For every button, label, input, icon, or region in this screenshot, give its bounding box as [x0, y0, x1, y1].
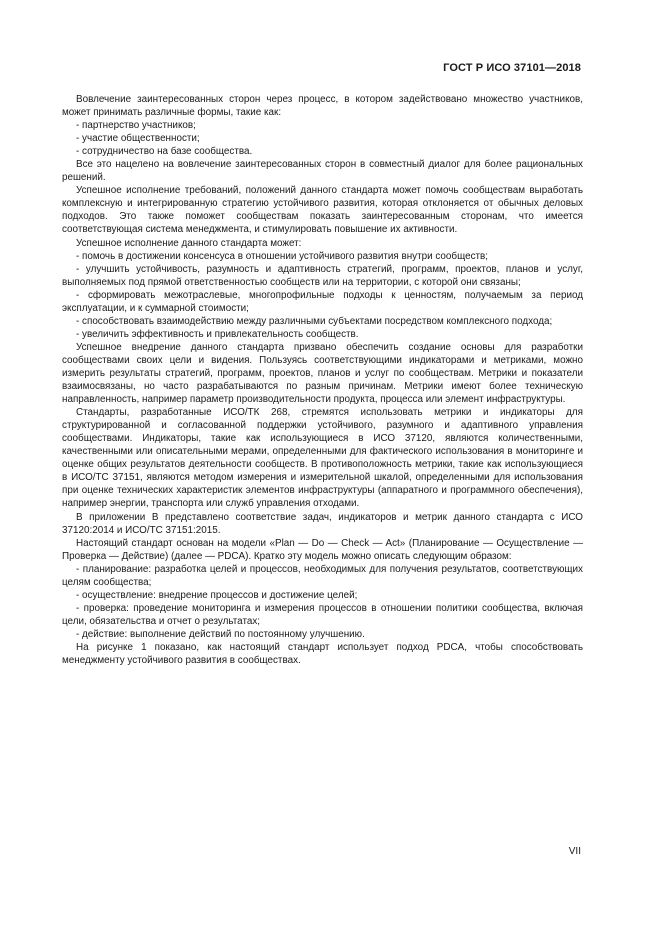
paragraph-implementation: Успешное внедрение данного стандарта призвано обеспечить создание основы для разработки сообществами своих цели и видения. Пользуясь соответствующими индикаторами и метриками, можно измерить результаты стратегий, программ, проектов, планов и услуг по сообществам. Метрики и показатели взаимосвязаны, но часто разрабатываются по разным причинам. Метрики имеют более техническую направленность, например параметр производительности продукта, процесса или элемент инфраструктуры.	[62, 341, 583, 406]
list-item: - увеличить эффективность и привлекательность сообществ.	[76, 328, 359, 340]
paragraph-figure-1: На рисунке 1 показано, как настоящий стандарт использует подход PDCA, чтобы способствовать менеджменту устойчивого развития в сообществах.	[62, 641, 583, 667]
list-item: - осуществление: внедрение процессов и достижение целей;	[76, 589, 358, 601]
paragraph-dialogue: Все это нацелено на вовлечение заинтересованных сторон в совместный диалог для более рациональных решений.	[62, 159, 583, 184]
paragraph-annex-b: В приложении В представлено соответствие задач, индикаторов и метрик данного стандарта с ИСО 37120:2014 и ИСО/ТС 37151:2015.	[62, 511, 583, 536]
page-number: VII	[568, 846, 581, 857]
paragraph-standards-tc268: Стандарты, разработанные ИСО/ТК 268, стремятся использовать метрики и индикаторы для структурированной и согласованной поддержки устойчивого, разумного и адаптивного управления сообществами. Индикаторы, такие как использующиеся в ИСО 37120, являются количественными, качественными или описательными мерами, определенными для фактического использования в мониторинге и оценке общих результатов деятельности сообществ. В противоположность метрики, такие как использующиеся в ИСО/ТС 37151, являются методом измерения и измерительной шкалой, определенными для использования при оценке технических характеристик элементов инфраструктуры (аппаратного и программного обеспечения), например энергии, транспорта или служб управления отходами.	[62, 407, 583, 510]
paragraph-stakeholder-engagement: Вовлечение заинтересованных сторон через процесс, в котором задействовано множество участников, может принимать различные формы, такие как:	[62, 94, 583, 119]
list-item: - сформировать межотраслевые, многопрофильные подходы к ценностям, получаемым за период эксплуатации, и к суммарной стоимости;	[62, 289, 583, 314]
list-item: - партнерство участников;	[76, 120, 196, 132]
list-item: - действие: выполнение действий по постоянному улучшению.	[76, 628, 365, 640]
paragraph-successful-execution: Успешное исполнение требований, положений данного стандарта может помочь сообществам выработать комплексную и интегрированную стратегию устойчивого развития, которая отклоняется от обычных деловых подходов. Это также поможет сообществам показать заинтересованным сторонам, что имеется соответствующая система менеджмента, и стимулировать повышение их активности.	[62, 185, 583, 236]
list-item: - проверка: проведение мониторинга и измерения процессов в отношении политики сообщества, включая цели, обязательства и отчет о результатах;	[62, 602, 583, 627]
paragraph-standard-can: Успешное исполнение данного стандарта может:	[76, 237, 302, 249]
paragraph-pdca-model: Настоящий стандарт основан на модели «Plan — Do — Check — Act» (Планирование — Осуществление — Проверка — Действие) (далее — PDCA). Кратко эту модель можно описать следующим образом:	[62, 537, 583, 562]
list-item: - улучшить устойчивость, разумность и адаптивность стратегий, программ, проектов, планов и услуг, выполняемых под прямой ответственностью сообществ или на территории, с которой они связаны;	[62, 263, 583, 288]
document-body	[62, 93, 583, 667]
list-item: - участие общественности;	[76, 133, 200, 145]
list-item: - способствовать взаимодействию между различными субъектами посредством комплексного подхода;	[76, 315, 553, 327]
list-item: - помочь в достижении консенсуса в отношении устойчивого развития внутри сообществ;	[76, 250, 489, 262]
list-item: - планирование: разработка целей и процессов, необходимых для получения результатов, соответствующих целям сообщества;	[62, 563, 583, 588]
list-item: - сотрудничество на базе сообщества.	[76, 146, 253, 158]
document-header: ГОСТ Р ИСО 37101—2018	[443, 62, 581, 74]
